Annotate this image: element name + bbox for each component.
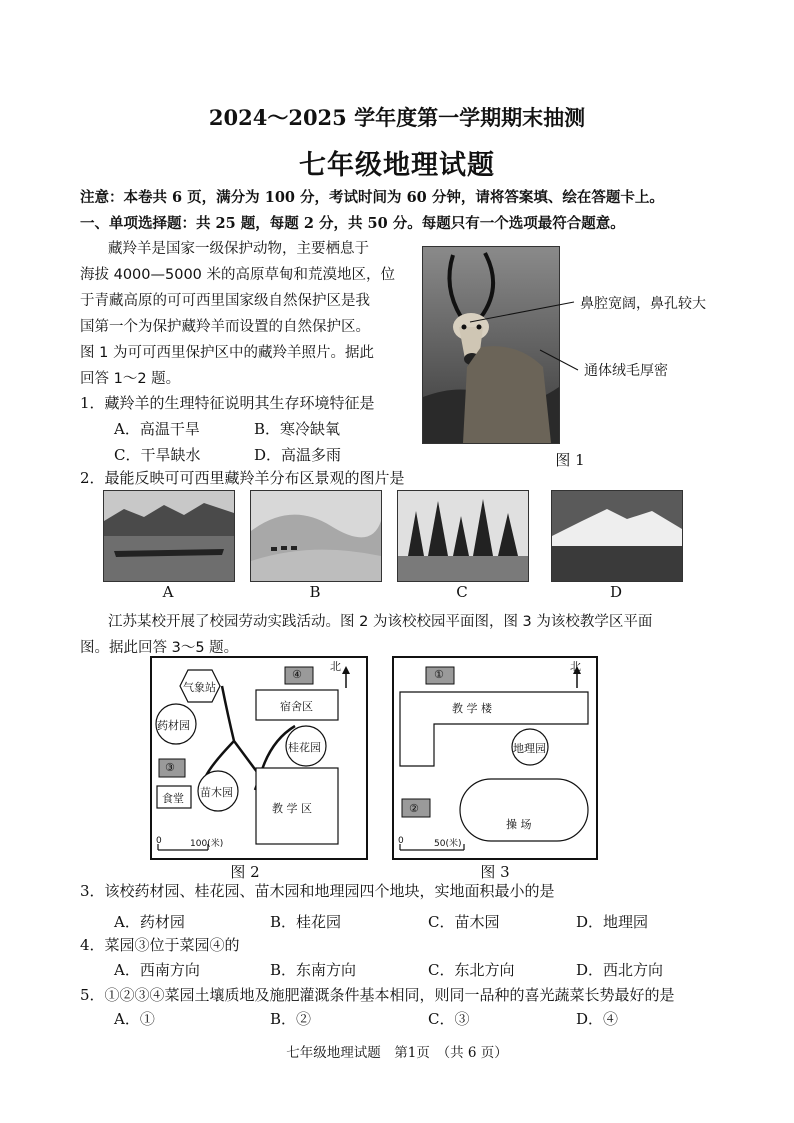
teaching-area-label: 教 学 区: [272, 802, 312, 815]
passage1-line: 国第一个为保护藏羚羊而设置的自然保护区。: [80, 319, 370, 335]
q3-option-b: B．桂花园: [270, 913, 342, 931]
photo-c-label: C: [456, 583, 468, 601]
exam-title: 2024～2025 学年度第一学期期末抽测: [208, 105, 586, 130]
osmanthus-garden-label: 桂花园: [288, 741, 321, 754]
q3-option-a: A．药材园: [114, 913, 185, 931]
q3-option-d: D．地理园: [576, 913, 649, 931]
paper-title: 七年级地理试题: [299, 150, 495, 181]
q4-option-b: B．东南方向: [270, 961, 357, 979]
weather-station-label: 气象站: [183, 681, 216, 694]
photo-c-forest: [397, 490, 529, 582]
photo-b-label: B: [309, 583, 321, 601]
q5-stem: 5．①②③④菜园土壤质地及施肥灌溉条件基本相同，则同一品种的喜光蔬菜长势最好的是: [80, 986, 675, 1004]
q1-option-d: D．高温多雨: [254, 446, 342, 464]
plot2-label: ②: [409, 802, 419, 815]
figure2-campus-map: [150, 656, 368, 860]
teaching-building-label: 教 学 楼: [452, 702, 492, 715]
q5-option-a: A．①: [114, 1010, 155, 1028]
figure2-north-label: 北: [330, 660, 341, 673]
figure3-caption: 图 3: [480, 863, 510, 881]
passage1-line: 藏羚羊是国家一级保护动物，主要栖息于: [108, 241, 369, 257]
annotation-fur: 通体绒毛厚密: [584, 363, 668, 379]
canteen-label: 食堂: [162, 792, 184, 805]
figure1-caption: 图 1: [555, 451, 585, 469]
passage1: [80, 236, 420, 392]
figure3-north-label: 北: [570, 660, 581, 673]
passage2-line: 江苏某校开展了校园劳动实践活动。图 2 为该校校园平面图，图 3 为该校教学区平面: [108, 614, 653, 630]
q4-option-d: D．西北方向: [576, 961, 664, 979]
photo-d-label: D: [609, 583, 623, 601]
q3-option-c: C．苗木园: [428, 913, 500, 931]
plot4-label: ④: [292, 668, 302, 681]
q3-stem: 3．该校药材园、桂花园、苗木园和地理园四个地块，实地面积最小的是: [80, 882, 555, 900]
nursery-label: 苗木园: [200, 786, 233, 799]
passage2-line: 图。据此回答 3～5 题。: [80, 640, 239, 656]
section1-heading: 一、单项选择题：共 25 题，每题 2 分，共 50 分。每题只有一个选项最符合题意。: [80, 215, 625, 232]
q5-option-c: C．③: [428, 1010, 470, 1028]
q2-stem: 2．最能反映可可西里藏羚羊分布区景观的图片是: [80, 469, 405, 487]
herb-garden-label: 药材园: [157, 719, 190, 732]
notice: 注意：本卷共 6 页，满分为 100 分，考试时间为 60 分钟，请将答案填、绘在答题卡上。: [80, 189, 664, 206]
playground-label: 操 场: [506, 818, 532, 831]
passage1-line: 海拔 4000—5000 米的高原草甸和荒漠地区，位: [80, 267, 396, 283]
plot1-label: ①: [434, 668, 444, 681]
figure3-scale-value: 50(米): [434, 839, 462, 849]
photo-b-desert: [250, 490, 382, 582]
figure3-scale-zero: 0: [398, 836, 404, 846]
passage2: [80, 609, 720, 661]
q5-option-d: D．④: [576, 1010, 619, 1028]
figure2-scale-value: 100(米): [190, 839, 224, 849]
page-footer: 七年级地理试题 第1页 （共 6 页）: [286, 1045, 508, 1061]
passage1-line: 图 1 为可可西里保护区中的藏羚羊照片。据此: [80, 345, 374, 361]
figure2-scale-zero: 0: [156, 836, 162, 846]
q1-option-c: C．干旱缺水: [114, 446, 201, 464]
photo-a-lake-town: [103, 490, 235, 582]
plot3-label: ③: [165, 761, 175, 774]
q4-stem: 4．菜园③位于菜园④的: [80, 936, 240, 954]
q5-option-b: B．②: [270, 1010, 312, 1028]
passage1-line: 于青藏高原的可可西里国家级自然保护区是我: [80, 293, 370, 309]
figure2-caption: 图 2: [230, 863, 260, 881]
q1-option-b: B．寒冷缺氧: [254, 420, 341, 438]
figure1-pointer-lines: [460, 290, 580, 380]
dormitory-label: 宿舍区: [280, 700, 313, 713]
geography-garden-label: 地理园: [513, 742, 546, 755]
q1-option-a: A．高温干旱: [114, 420, 200, 438]
q4-option-a: A．西南方向: [114, 961, 200, 979]
passage1-line: 回答 1～2 题。: [80, 371, 181, 387]
annotation-nose: 鼻腔宽阔，鼻孔较大: [580, 296, 706, 312]
q1-stem: 1．藏羚羊的生理特征说明其生存环境特征是: [80, 394, 375, 412]
photo-d-snow-mountain: [551, 490, 683, 582]
photo-a-label: A: [162, 583, 174, 601]
q4-option-c: C．东北方向: [428, 961, 515, 979]
figure3-teaching-map: [392, 656, 598, 860]
